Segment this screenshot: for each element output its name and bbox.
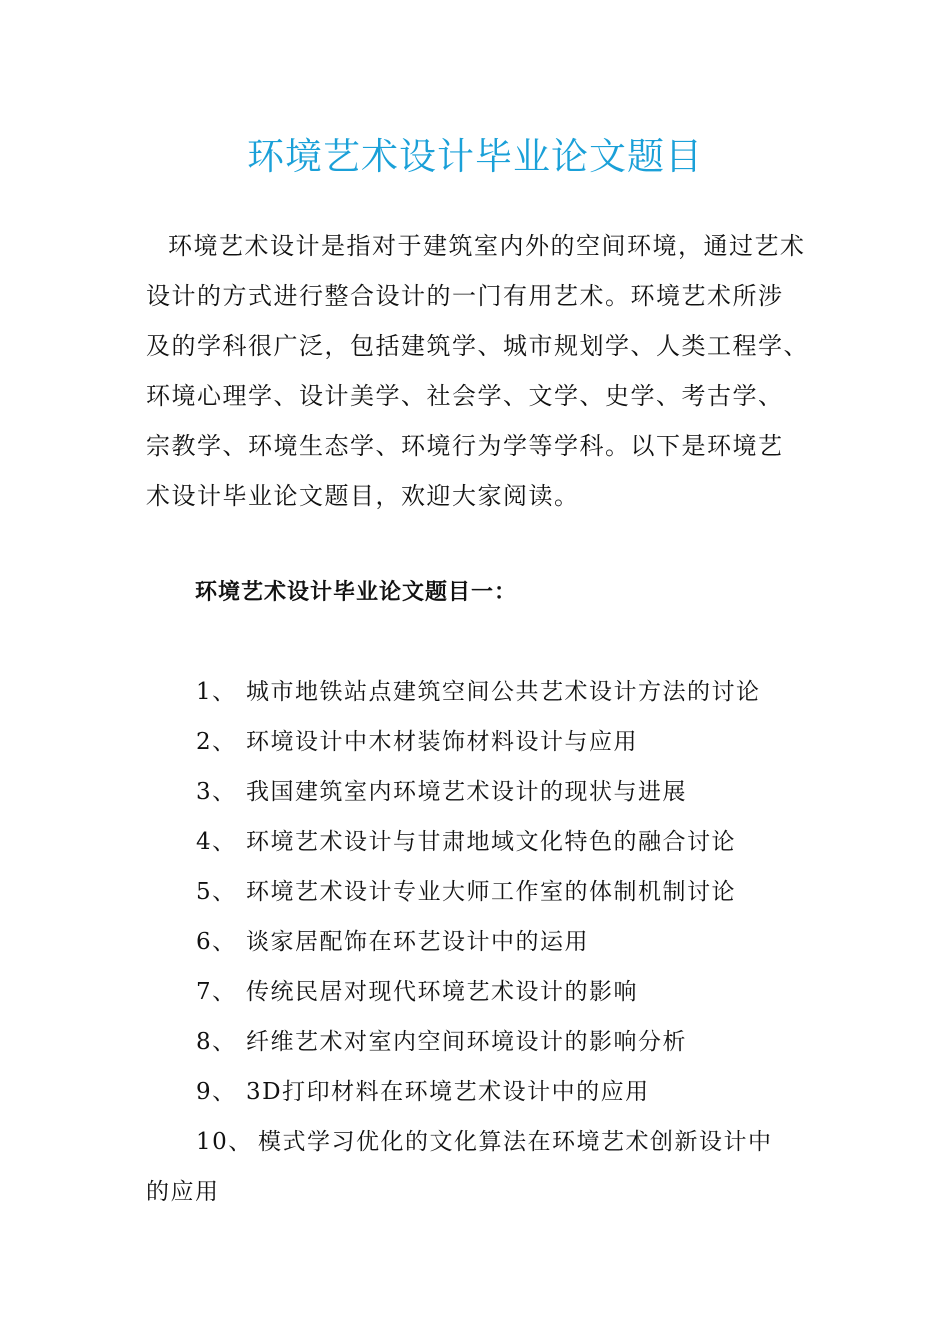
list-item [146,867,826,917]
list-item-text: 环境设计中木材装饰材料设计与应用 [246,729,638,755]
list-item-text: 模式学习优化的文化算法在环境艺术创新设计中 [258,1129,773,1155]
intro-line: 及的学科很广泛，包括建筑学、城市规划学、人类工程学、 [146,332,809,360]
list-item-text: 谈家居配饰在环艺设计中的运用 [246,929,589,955]
topic-list [146,667,826,1217]
section-heading: 环境艺术设计毕业论文题目一： [195,580,518,605]
list-item [146,717,826,767]
intro-line: 宗教学、环境生态学、环境行为学等学科。以下是环境艺 [146,432,784,460]
intro-line: 设计的方式进行整合设计的一门有用艺术。环境艺术所涉 [146,282,784,310]
intro-line: 术设计毕业论文题目，欢迎大家阅读。 [146,482,580,510]
list-item-text-continuation: 的应用 [146,1179,220,1205]
list-item-number: 2、 [196,729,237,755]
list-item-number: 8、 [196,1029,237,1055]
list-item-text: 城市地铁站点建筑空间公共艺术设计方法的讨论 [246,679,761,705]
list-item-text: 我国建筑室内环境艺术设计的现状与进展 [246,779,687,805]
list-item-number: 7、 [196,979,237,1005]
document-title: 环境艺术设计毕业论文题目 [247,135,703,178]
list-item-number: 5、 [196,879,237,905]
list-item [146,1017,826,1067]
list-item [146,767,826,817]
intro-line: 环境艺术设计是指对于建筑室内外的空间环境，通过艺术 [168,232,806,260]
list-item-number: 9、 [196,1079,237,1105]
intro-line: 环境心理学、设计美学、社会学、文学、史学、考古学、 [146,382,784,410]
list-item [146,817,826,867]
list-item-text: 纤维艺术对室内空间环境设计的影响分析 [246,1029,687,1055]
list-item-text: 3D打印材料在环境艺术设计中的应用 [246,1079,650,1105]
list-item-number: 1、 [196,679,237,705]
list-item-text: 环境艺术设计与甘肃地域文化特色的融合讨论 [246,829,736,855]
list-item [146,967,826,1017]
list-item-text: 传统民居对现代环境艺术设计的影响 [246,979,638,1005]
list-item [146,1117,826,1217]
list-item [146,917,826,967]
list-item-number: 6、 [196,929,237,955]
list-item-number: 4、 [196,829,237,855]
list-item [146,667,826,717]
intro-paragraph [146,221,816,521]
list-item-number: 3、 [196,779,237,805]
list-item-number: 10、 [196,1129,253,1155]
list-item [146,1067,826,1117]
list-item-text: 环境艺术设计专业大师工作室的体制机制讨论 [246,879,736,905]
